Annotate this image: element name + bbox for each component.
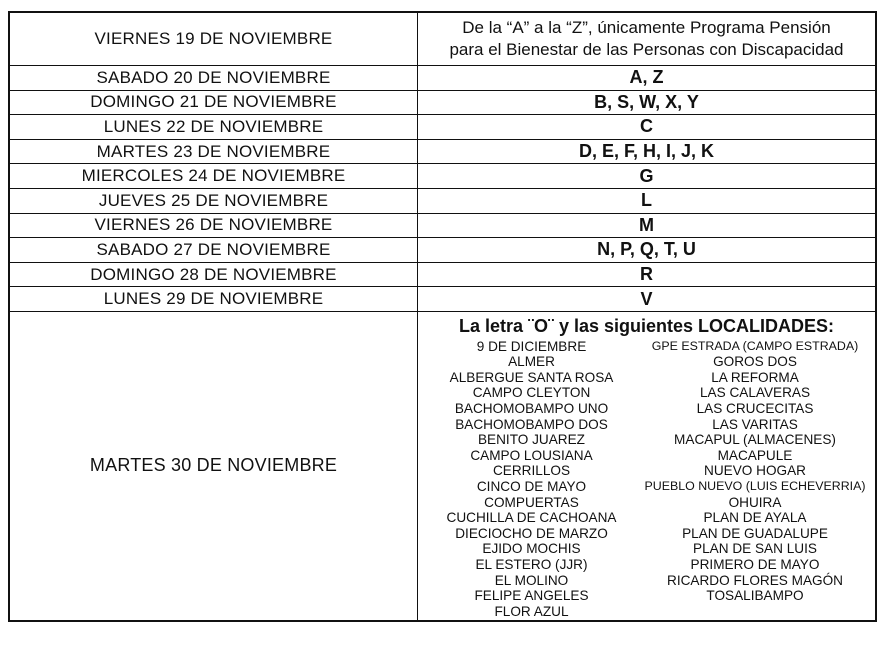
locality-item: CERRILLOS [492, 463, 571, 479]
locality-item: EL MOLINO [494, 572, 569, 588]
day-cell: VIERNES 26 DE NOVIEMBRE [9, 213, 418, 238]
locality-item: RICARDO FLORES MAGÓN [667, 572, 843, 588]
table-row [9, 164, 876, 189]
program-note-cell [418, 12, 877, 66]
locality-item: MACAPUL (ALMACENES) [674, 432, 836, 448]
letters-cell: D, E, F, H, I, J, K [418, 139, 877, 164]
program-note-line: para el Bienestar de las Personas con Discapacidad [449, 40, 844, 59]
day-cell: SABADO 20 DE NOVIEMBRE [9, 66, 418, 91]
day-cell: JUEVES 25 DE NOVIEMBRE [9, 188, 418, 213]
locality-item: CUCHILLA DE CACHOANA [446, 510, 617, 526]
locality-item: CAMPO CLEYTON [472, 385, 591, 401]
day-cell: SABADO 27 DE NOVIEMBRE [9, 238, 418, 263]
locality-item: TOSALIBAMPO [706, 588, 804, 604]
day-cell: LUNES 22 DE NOVIEMBRE [9, 115, 418, 140]
localidades-cell [418, 311, 877, 621]
localidades-title: La letra ¨O¨ y las siguientes LOCALIDADES: [458, 315, 835, 336]
day-cell: VIERNES 19 DE NOVIEMBRE [9, 12, 418, 66]
locality-item: NUEVO HOGAR [704, 463, 806, 479]
letters-cell: B, S, W, X, Y [418, 90, 877, 115]
locality-item: LA REFORMA [711, 369, 799, 385]
day-cell: MIERCOLES 24 DE NOVIEMBRE [9, 164, 418, 189]
letters-cell: R [418, 262, 877, 287]
locality-item: FELIPE ANGELES [474, 588, 589, 604]
locality-item: PLAN DE SAN LUIS [693, 541, 817, 557]
table-row [9, 238, 876, 263]
table-row [9, 12, 876, 66]
program-note-line: De la “A” a la “Z”, únicamente Programa Pensión [462, 18, 831, 37]
table-row [9, 90, 876, 115]
locality-item: ALMER [508, 354, 555, 370]
day-cell: MARTES 30 DE NOVIEMBRE [9, 311, 418, 621]
locality-item: GPE ESTRADA (CAMPO ESTRADA) [651, 338, 859, 353]
letters-cell: M [418, 213, 877, 238]
table-row [9, 262, 876, 287]
table-row [9, 66, 876, 91]
letters-cell: G [418, 164, 877, 189]
localidades-columns [418, 339, 875, 620]
day-cell: MARTES 23 DE NOVIEMBRE [9, 139, 418, 164]
day-cell: LUNES 29 DE NOVIEMBRE [9, 287, 418, 312]
letters-cell: C [418, 115, 877, 140]
locality-item: BACHOMOBAMPO DOS [455, 416, 608, 432]
table-row [9, 287, 876, 312]
locality-item: LAS CRUCECITAS [696, 400, 814, 416]
locality-item: LAS CALAVERAS [699, 385, 811, 401]
locality-item: COMPUERTAS [484, 494, 579, 510]
locality-item: OHUIRA [728, 494, 782, 510]
table-row [9, 115, 876, 140]
table-row [9, 139, 876, 164]
table-row [9, 188, 876, 213]
locality-item: LAS VARITAS [712, 416, 798, 432]
letters-cell: L [418, 188, 877, 213]
locality-item: BENITO JUAREZ [477, 432, 585, 448]
locality-item: BACHOMOBAMPO UNO [454, 400, 609, 416]
localidades-column-2 [635, 339, 875, 620]
locality-item: CINCO DE MAYO [476, 478, 587, 494]
locality-item: ALBERGUE SANTA ROSA [449, 369, 614, 385]
day-cell: DOMINGO 21 DE NOVIEMBRE [9, 90, 418, 115]
letters-cell: A, Z [418, 66, 877, 91]
letters-cell: V [418, 287, 877, 312]
locality-item: PUEBLO NUEVO (LUIS ECHEVERRIA) [644, 478, 866, 493]
locality-item: EJIDO MOCHIS [482, 541, 581, 557]
locality-item: PLAN DE GUADALUPE [682, 525, 828, 541]
letters-cell: N, P, Q, T, U [418, 238, 877, 263]
table-row [9, 213, 876, 238]
localidades-column-1 [428, 339, 635, 620]
locality-item: CAMPO LOUSIANA [470, 447, 593, 463]
locality-item: EL ESTERO (JJR) [475, 556, 588, 572]
locality-item: PRIMERO DE MAYO [690, 556, 820, 572]
locality-item: PLAN DE AYALA [703, 510, 807, 526]
day-cell: DOMINGO 28 DE NOVIEMBRE [9, 262, 418, 287]
locality-item: FLOR AZUL [494, 603, 569, 619]
locality-item: GOROS DOS [713, 354, 797, 370]
locality-item: 9 DE DICIEMBRE [476, 338, 587, 354]
locality-item: DIECIOCHO DE MARZO [455, 525, 608, 541]
schedule-table [8, 11, 877, 622]
locality-item: MACAPULE [717, 447, 793, 463]
table-row [9, 311, 876, 621]
